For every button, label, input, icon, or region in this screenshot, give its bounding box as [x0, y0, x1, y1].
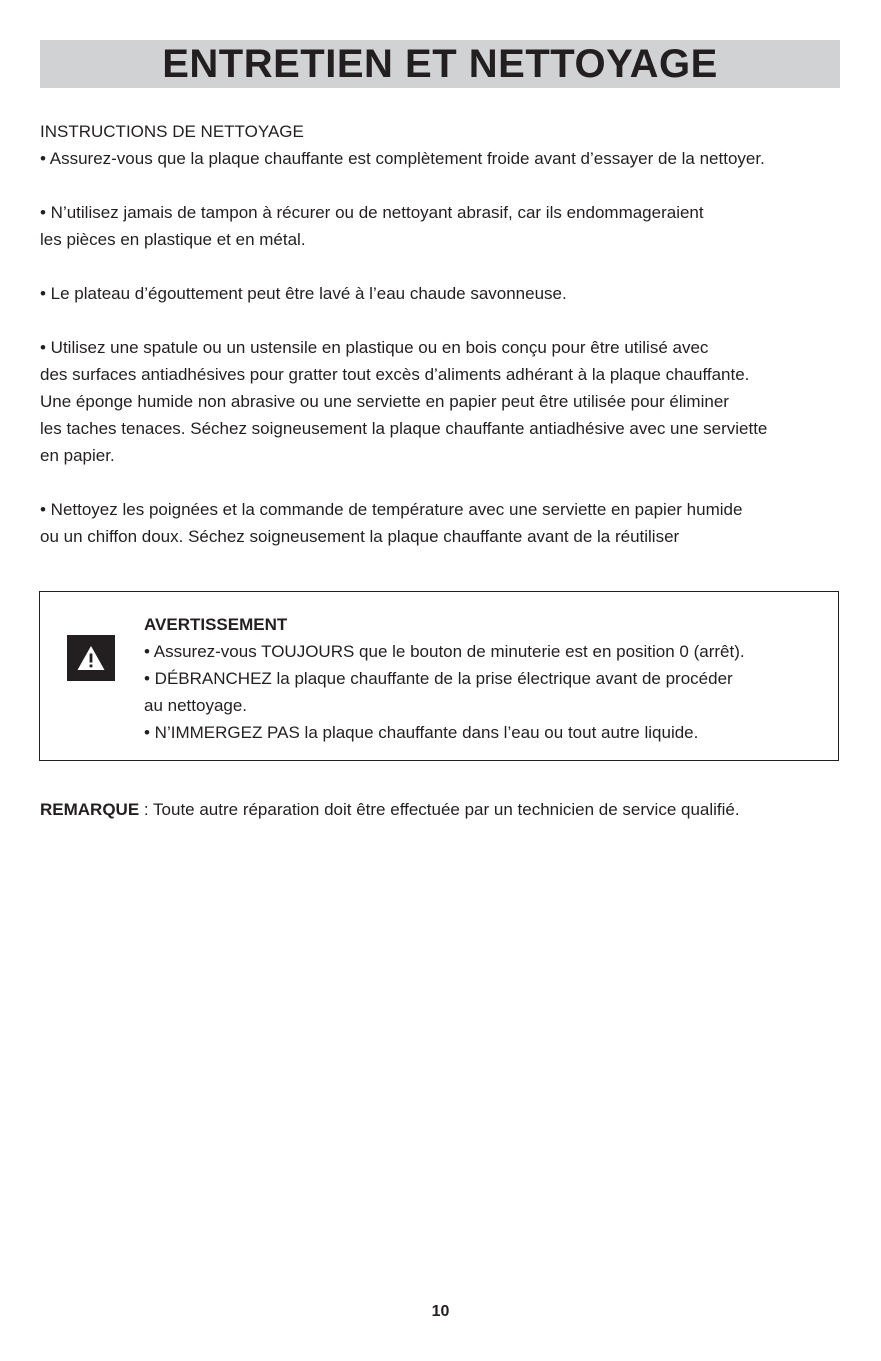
instruction-text: en papier.	[40, 446, 115, 465]
page-number: 10	[431, 1303, 450, 1320]
warning-line: • N’IMMERGEZ PAS la plaque chauffante dans l’eau ou tout autre liquide.	[144, 723, 699, 742]
instruction-item	[40, 280, 840, 307]
instruction-text: les taches tenaces. Séchez soigneusement la plaque chauffante antiadhésive avec une serviette	[40, 419, 768, 438]
warning-line: au nettoyage.	[144, 696, 248, 715]
title-bar	[40, 40, 840, 88]
instruction-text: • N’utilisez jamais de tampon à récurer ou de nettoyant abrasif, car ils endommageraient	[40, 203, 704, 222]
instruction-text: les pièces en plastique et en métal.	[40, 230, 306, 249]
section-heading	[40, 118, 840, 145]
instruction-text: ou un chiffon doux. Séchez soigneusement la plaque chauffante avant de la réutiliser	[40, 527, 680, 546]
instruction-item	[40, 334, 840, 469]
warning-triangle-icon	[67, 635, 115, 681]
instruction-item	[40, 145, 840, 172]
warning-line: • DÉBRANCHEZ la plaque chauffante de la prise électrique avant de procéder	[144, 669, 733, 688]
note-text: : Toute autre réparation doit être effectuée par un technicien de service qualifié.	[139, 800, 740, 819]
instruction-item	[40, 496, 840, 550]
instruction-text: Une éponge humide non abrasive ou une serviette en papier peut être utilisée pour éliminer	[40, 392, 729, 411]
instruction-text: des surfaces antiadhésives pour gratter tout excès d’aliments adhérant à la plaque chauffante.	[40, 365, 750, 384]
warning-line: • Assurez-vous TOUJOURS que le bouton de minuterie est en position 0 (arrêt).	[144, 642, 745, 661]
instruction-item	[40, 199, 840, 253]
note-label: REMARQUE	[40, 800, 140, 819]
warning-text	[144, 611, 824, 746]
cleaning-instructions	[40, 118, 840, 550]
note	[40, 796, 740, 823]
page-title: ENTRETIEN ET NETTOYAGE	[162, 42, 718, 86]
instruction-text: • Nettoyez les poignées et la commande de température avec une serviette en papier humide	[40, 500, 743, 519]
warning-box	[39, 591, 839, 761]
cleaning-heading: INSTRUCTIONS DE NETTOYAGE	[40, 122, 304, 141]
warning-heading: AVERTISSEMENT	[144, 615, 288, 634]
instruction-text: • Le plateau d’égouttement peut être lavé à l’eau chaude savonneuse.	[40, 284, 567, 303]
instruction-text: • Assurez-vous que la plaque chauffante est complètement froide avant d’essayer de la nettoyer.	[40, 149, 765, 168]
instruction-text: • Utilisez une spatule ou un ustensile en plastique ou en bois conçu pour être utilisé avec	[40, 338, 709, 357]
